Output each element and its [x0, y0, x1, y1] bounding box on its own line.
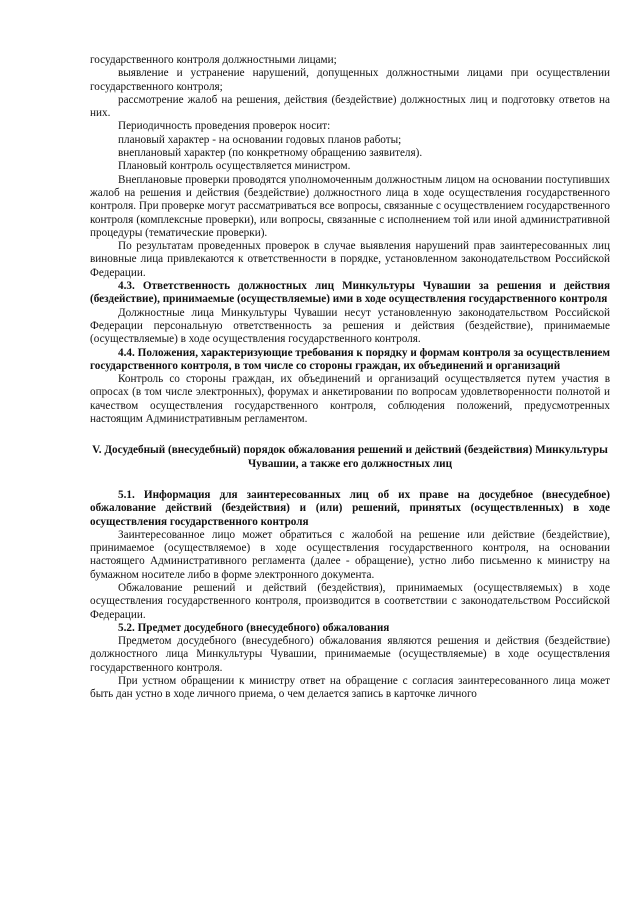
paragraph: рассмотрение жалоб на решения, действия (бездействие) должностных лиц и подготовку ответов на них.	[90, 93, 610, 120]
paragraph: Предметом досудебного (внесудебного) обжалования являются решения и действия (бездействие) должностного лица Минкультуры Чувашии, принимаемые (осуществляемые) в ходе осуществления государственного контроля.	[90, 635, 610, 674]
paragraph: Плановый контроль осуществляется министром.	[118, 160, 351, 173]
paragraph: плановый характер - на основании годовых планов работы;	[118, 133, 402, 146]
paragraph: Заинтересованное лицо может обратиться с жалобой на решение или действие (бездействие), принимаемое (осуществляемое) в ходе осуществления государственного контроля, на основании настоящего Административного регламента (далее - обращение), устно либо письменно к министру на бумажном носителе либо в форме электронного документа.	[90, 528, 610, 581]
paragraph: Контроль со стороны граждан, их объединений и организаций осуществляется путем участия в опросах (в том числе электронных), форумах и анкетировании по вопросам удовлетворенности полнотой и качеством осуществления государственного контроля, соблюдения положений, предусмотренных настоящим Административным регламентом.	[90, 373, 610, 426]
paragraph: Должностные лица Минкультуры Чувашии несут установленную законодательством Российской Федерации персональную ответственность за решения и действия (бездействие), принимаемые (осуществляемые) в ходе осуществления государственного контроля.	[90, 306, 610, 346]
paragraph: Обжалование решений и действий (бездействия), принимаемых (осуществляемых) в ходе осуществления государственного контроля, производится в соответствии с законодательством Российской Федерации.	[90, 581, 610, 621]
section-heading: V. Досудебный (внесудебный) порядок обжалования решений и действий (бездействия) Минкультуры Чувашии, а также его должностных лиц	[92, 444, 608, 470]
spacer	[90, 426, 610, 444]
paragraph: Внеплановые проверки проводятся уполномоченным должностным лицом на основании поступивших жалоб на решения и действия (бездействие) должностного лица в ходе осуществления государственного контроля. При проверке могут рассматриваться все вопросы, связанные с осуществлением государственного контроля (комплексные проверки), или вопросы, связанные с исполнением той или иной административной процедуры (тематические проверки).	[90, 173, 610, 239]
document-body-part-2	[90, 489, 610, 702]
subsection-heading: 5.2. Предмет досудебного (внесудебного) обжалования	[118, 621, 390, 634]
subsection-heading: 4.4. Положения, характеризующие требования к порядку и формам контроля за осуществлением государственного контроля, в том числе со стороны граждан, их объединений и организаций	[90, 346, 610, 372]
paragraph: При устном обращении к министру ответ на обращение с согласия заинтересованного лица может быть дан устно в ходе личного приема, о чем делается запись в карточке личного	[90, 675, 610, 701]
spacer	[90, 471, 610, 489]
subsection-heading: 4.3. Ответственность должностных лиц Минкультуры Чувашии за решения и действия (бездействие), принимаемые (осуществляемые) ими в ходе осуществления государственного контроля	[90, 280, 610, 306]
paragraph: Периодичность проведения проверок носит:	[118, 120, 331, 133]
paragraph: внеплановый характер (по конкретному обращению заявителя).	[118, 147, 423, 160]
paragraph: государственного контроля должностными лицами;	[90, 54, 337, 66]
paragraph: По результатам проведенных проверок в случае выявления нарушений прав заинтересованных лиц виновные лица привлекаются к ответственности в порядке, установленном законодательством Российской Федерации.	[90, 240, 610, 279]
subsection-heading: 5.1. Информация для заинтересованных лиц об их праве на досудебное (внесудебное) обжалование действий (бездействия) и (или) решений, принятых (осуществленных) в ходе осуществления государственного контроля	[90, 488, 610, 528]
document-body-part-1	[90, 54, 610, 426]
paragraph: выявление и устранение нарушений, допущенных должностными лицами при осуществлении государственного контроля;	[90, 67, 610, 93]
